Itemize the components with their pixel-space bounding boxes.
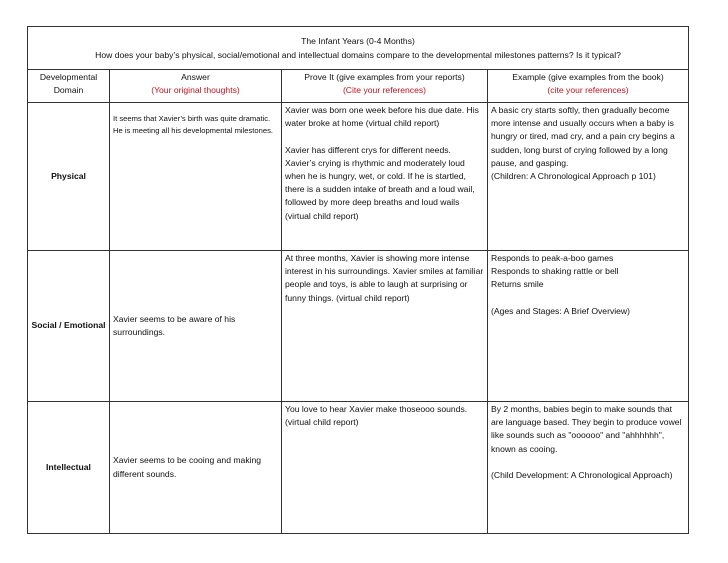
prove-cell	[282, 103, 488, 251]
table-row	[28, 251, 689, 402]
title-cell	[28, 27, 689, 70]
domain-cell	[28, 402, 110, 534]
domain-cell	[28, 103, 110, 251]
column-header-label: Developmental Domain	[39, 72, 98, 96]
prove-text: Xavier was born one week before his due date. His water broke at home (virtual child report) Xavier has different crys for different needs. Xavier’s crying is rhythmic and moderately loud when he is hungry, wet, or cold. If he is startled, there is a sudden intake of breath and a loud wail, followed by more deep breaths and loud wails (virtual child report)	[285, 105, 479, 221]
column-header-example	[488, 70, 689, 103]
column-header-label: Example (give examples from the book)	[512, 72, 664, 82]
example-text: Responds to peak-a-boo games Responds to shaking rattle or bell Returns smile (Ages and Stages: A Brief Overview)	[491, 253, 630, 316]
column-header-sub: (cite your references)	[547, 85, 629, 96]
answer-cell	[110, 251, 282, 402]
example-cell	[488, 103, 689, 251]
answer-text: Xavier seems to be cooing and making different sounds.	[113, 455, 262, 479]
column-header-answer	[110, 70, 282, 103]
table-title: The Infant Years (0-4 Months)	[301, 36, 415, 47]
table-row	[28, 402, 689, 534]
domain-cell	[28, 251, 110, 402]
answer-text: Xavier seems to be aware of his surroundings.	[113, 313, 236, 337]
prove-cell	[282, 402, 488, 534]
prove-text: At three months, Xavier is showing more intense interest in his surroundings. Xavier smiles at familiar people and toys, is able to laugh at surprising or funny things. (virtual child report)	[285, 253, 484, 303]
column-header-domain	[28, 70, 110, 103]
column-header-label: Prove It (give examples from your reports)	[304, 72, 465, 82]
title-row	[28, 27, 689, 70]
example-cell	[488, 251, 689, 402]
example-text: By 2 months, babies begin to make sounds that are language based. They begin to produce vowel like sounds such as "oooooo" and "ahhhhhh", known as cooing. (Child Development: A Chronological Approach)	[491, 404, 682, 481]
column-header-prove	[282, 70, 488, 103]
column-header-sub: (Cite your references)	[342, 85, 427, 96]
example-cell	[488, 402, 689, 534]
prove-cell	[282, 251, 488, 402]
example-text: A basic cry starts softly, then gradually become more intense and usually occurs when a baby is hungry or tired, mad cry, and a pain cry begins a sudden, long burst of crying followed by a long pause, and gasping. (Children: A Chronological Approach p 101)	[491, 105, 675, 182]
table-row	[28, 103, 689, 251]
domain-label: Intellectual	[46, 461, 91, 472]
milestones-table	[27, 26, 689, 534]
prove-text: You love to hear Xavier make thoseooo sounds. (virtual child report)	[285, 404, 468, 428]
answer-text: It seems that Xavier’s birth was quite dramatic. He is meeting all his developmental milestones.	[113, 114, 273, 135]
domain-label: Social / Emotional	[31, 320, 106, 331]
answer-cell	[110, 103, 282, 251]
domain-label: Physical	[51, 170, 86, 181]
column-header-row	[28, 70, 689, 103]
answer-cell	[110, 402, 282, 534]
table-question: How does your baby’s physical, social/emotional and intellectual domains compare to the developmental milestones patterns? Is it typical?	[95, 49, 621, 60]
column-header-label: Answer	[181, 72, 210, 82]
column-header-sub: (Your original thoughts)	[151, 85, 240, 96]
